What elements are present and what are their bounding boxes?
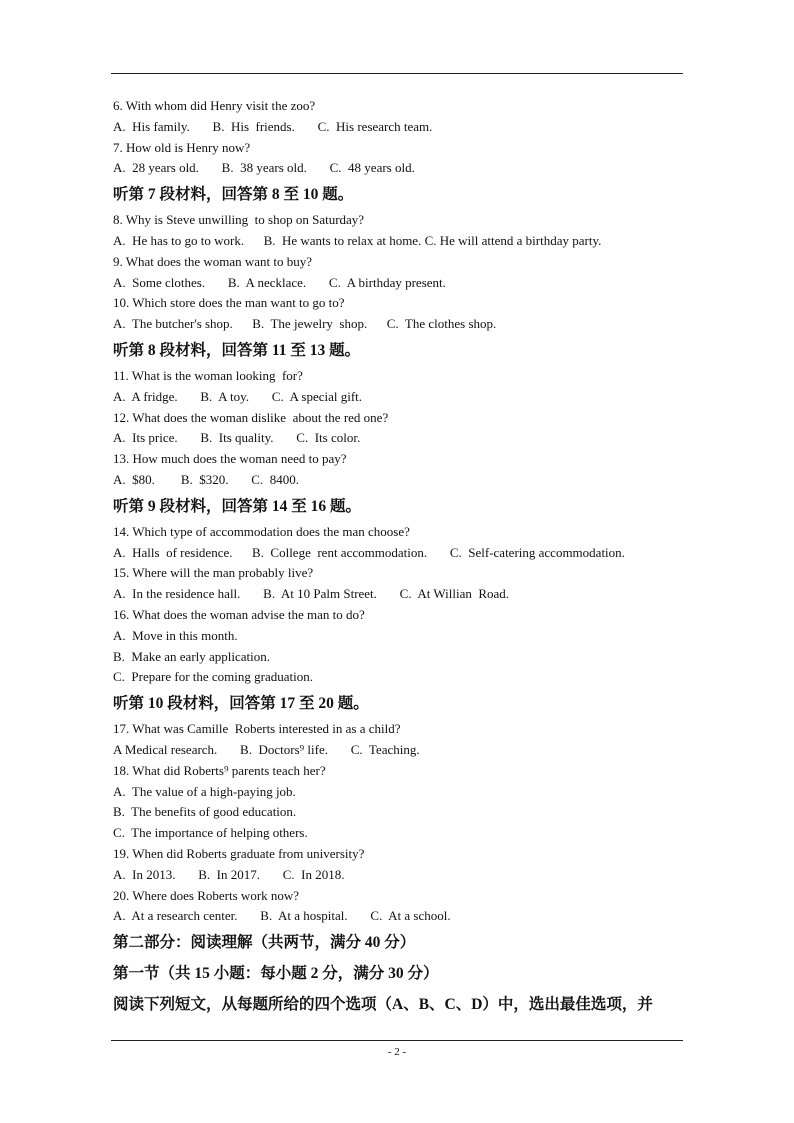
question-line: 19. When did Roberts graduate from university?	[113, 845, 365, 861]
section-heading: 第二部分：阅读理解（共两节，满分 40 分）	[113, 934, 416, 952]
question-line: A. The value of a high-paying job.	[113, 783, 296, 799]
section-heading: 第一节（共 15 小题：每小题 2 分，满分 30 分）	[113, 965, 439, 983]
question-line: A. Some clothes. B. A necklace. C. A birthday present.	[113, 274, 446, 290]
question-line: A. In 2013. B. In 2017. C. In 2018.	[113, 866, 345, 882]
header-rule	[111, 73, 683, 74]
section-heading: 阅读下列短文，从每题所给的四个选项（A、B、C、D）中，选出最佳选项，并	[113, 996, 653, 1014]
question-line: 18. What did Roberts⁹ parents teach her?	[113, 762, 326, 778]
question-line: A. Halls of residence. B. College rent accommodation. C. Self-catering accommodation.	[113, 544, 625, 560]
section-heading: 听第 8 段材料，回答第 11 至 13 题。	[113, 341, 361, 359]
section-heading: 听第 7 段材料，回答第 8 至 10 题。	[113, 186, 354, 204]
question-line: A. At a research center. B. At a hospital. C. At a school.	[113, 908, 451, 924]
question-line: 7. How old is Henry now?	[113, 139, 251, 155]
question-line: A. The butcher's shop. B. The jewelry shop. C. The clothes shop.	[113, 316, 497, 332]
section-heading: 听第 9 段材料，回答第 14 至 16 题。	[113, 497, 362, 515]
question-line: 10. Which store does the man want to go to?	[113, 295, 345, 311]
question-line: 13. How much does the woman need to pay?	[113, 451, 347, 467]
question-line: A. 28 years old. B. 38 years old. C. 48 years old.	[113, 160, 415, 176]
question-line: 15. Where will the man probably live?	[113, 565, 314, 581]
question-line: A. Move in this month.	[113, 627, 238, 643]
page-number: - 2 -	[387, 1046, 407, 1058]
question-line: 8. Why is Steve unwilling to shop on Saturday?	[113, 212, 365, 228]
document-body	[113, 96, 693, 1020]
question-line: 14. Which type of accommodation does the man choose?	[113, 523, 410, 539]
question-line: 17. What was Camille Roberts interested in as a child?	[113, 721, 401, 737]
question-line: 6. With whom did Henry visit the zoo?	[113, 98, 316, 113]
question-line: A. A fridge. B. A toy. C. A special gift.	[113, 388, 363, 404]
question-line: B. The benefits of good education.	[113, 804, 297, 820]
question-line: A. His family. B. His friends. C. His research team.	[113, 118, 433, 134]
question-line: 16. What does the woman advise the man to do?	[113, 606, 365, 622]
question-line: A Medical research. B. Doctors⁹ life. C. Teaching.	[113, 741, 420, 757]
footer-rule	[111, 1040, 683, 1041]
question-line: A. $80. B. $320. C. 8400.	[113, 471, 299, 487]
question-line: B. Make an early application.	[113, 648, 271, 664]
question-line: 20. Where does Roberts work now?	[113, 887, 300, 903]
question-line: A. In the residence hall. B. At 10 Palm Street. C. At Willian Road.	[113, 586, 510, 602]
section-heading: 听第 10 段材料，回答第 17 至 20 题。	[113, 695, 369, 713]
question-line: C. Prepare for the coming graduation.	[113, 669, 313, 685]
question-line: 9. What does the woman want to buy?	[113, 253, 313, 269]
question-line: A. Its price. B. Its quality. C. Its color.	[113, 430, 361, 446]
question-line: 12. What does the woman dislike about the red one?	[113, 409, 389, 425]
question-line: C. The importance of helping others.	[113, 825, 308, 841]
question-line: A. He has to go to work. B. He wants to relax at home. C. He will attend a birthday party.	[113, 232, 602, 248]
question-line: 11. What is the woman looking for?	[113, 367, 303, 383]
